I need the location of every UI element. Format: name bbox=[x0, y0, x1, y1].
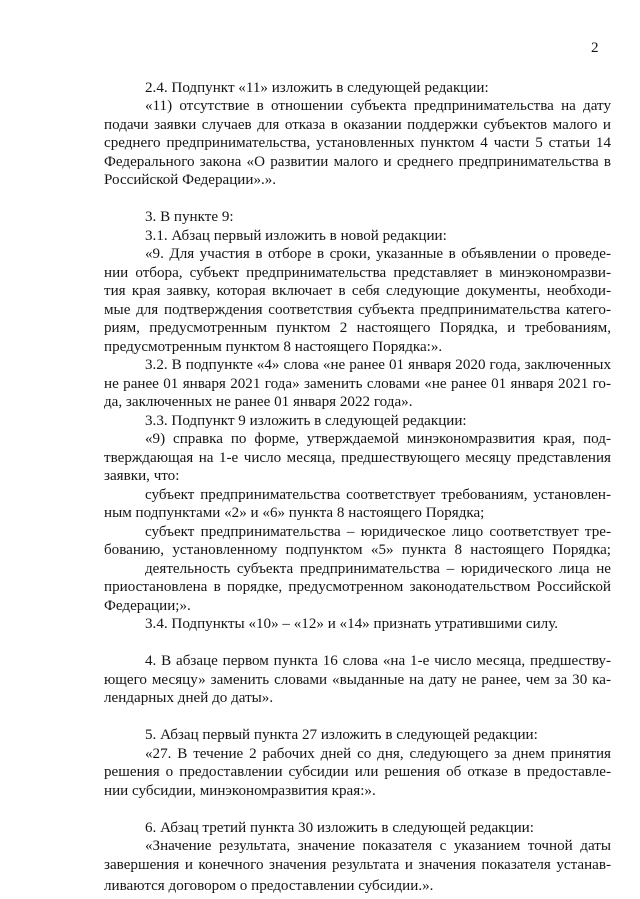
text-line: ющего месяцу» заменить словами «выданные на дату не ранее, чем за 30 ка- bbox=[104, 671, 611, 688]
paragraph-heading: 3.1. Абзац первый изложить в новой редакции: bbox=[145, 227, 447, 244]
text-line: бованию, установленному подпунктом «5» пункта 8 настоящего Порядка; bbox=[104, 542, 611, 559]
paragraph-heading: 2.4. Подпункт «11» изложить в следующей редакции: bbox=[145, 80, 489, 96]
text-line: среднего предпринимательства, установленных пунктом 4 части 5 статьи 14 bbox=[104, 135, 611, 152]
paragraph-heading: 6. Абзац третий пункта 30 изложить в следующей редакции: bbox=[145, 819, 534, 836]
text-line: Федерации;». bbox=[104, 597, 191, 614]
text-line: 3.4. Подпункты «10» – «12» и «14» признать утратившими силу. bbox=[145, 616, 559, 633]
text-line: подачи заявки случаев для отказа в оказании поддержки субъектов малого и bbox=[104, 116, 611, 133]
text-line: предусмотренным пунктом 8 настоящего Порядка:». bbox=[104, 338, 443, 355]
text-line: заявки, что: bbox=[104, 468, 180, 485]
text-line: «9. Для участия в отборе в сроки, указанные в объявлении о проведе- bbox=[145, 246, 611, 263]
text-line: приостановлена в порядке, предусмотренном законодательством Российской bbox=[104, 579, 611, 596]
text-line: «Значение результата, значение показателя с указанием точной даты bbox=[145, 838, 611, 855]
text-line: «27. В течение 2 рабочих дней со дня, следующего за днем принятия bbox=[145, 745, 611, 762]
text-line: субъект предпринимательства – юридическое лицо соответствует тре- bbox=[145, 523, 611, 540]
text-line: завершения и конечного значения результата и значения показателя устанав- bbox=[104, 856, 611, 873]
paragraph-heading: 5. Абзац первый пункта 27 изложить в следующей редакции: bbox=[145, 727, 538, 744]
text-line: да, заключенных не ранее 01 января 2022 года». bbox=[104, 394, 413, 411]
text-line: Федерального закона «О развитии малого и среднего предпринимательства в bbox=[104, 153, 611, 170]
text-line: нии субсидии, минэкономразвития края:». bbox=[104, 782, 376, 799]
text-line: 3.2. В подпункте «4» слова «не ранее 01 января 2020 года, заключенных bbox=[145, 357, 611, 374]
text-line: тверждающая на 1-е число месяца, предшествующего месяцу представления bbox=[104, 449, 611, 466]
paragraph-heading: 3.3. Подпункт 9 изложить в следующей редакции: bbox=[145, 412, 467, 429]
paragraph-heading: 3. В пункте 9: bbox=[145, 209, 234, 226]
text-line: не ранее 01 января 2021 года» заменить словами «не ранее 01 января 2021 го- bbox=[104, 375, 611, 392]
text-line: субъект предпринимательства соответствует требованиям, установлен- bbox=[145, 486, 611, 503]
text-line: ливаются договором о предоставлении субсидии.». bbox=[104, 878, 434, 894]
text-line: решения о предоставлении субсидии или решения об отказе в предоставле- bbox=[104, 764, 611, 781]
text-line: ным подпунктами «2» и «6» пункта 8 настоящего Порядка; bbox=[104, 505, 485, 522]
text-line: «9) справка по форме, утверждаемой минэкономразвития края, под- bbox=[145, 431, 611, 448]
text-line: мые для подтверждения соответствия субъекта предпринимательства катего- bbox=[104, 301, 611, 318]
text-line: риям, предусмотренным пунктом 2 настоящего Порядка, и требованиям, bbox=[104, 320, 611, 337]
text-line: 4. В абзаце первом пункта 16 слова «на 1-е число месяца, предшеству- bbox=[145, 653, 611, 670]
page-number: 2 bbox=[591, 40, 599, 56]
text-line: Российской Федерации».». bbox=[104, 172, 277, 189]
text-line: нии отбора, субъект предпринимательства представляет в минэкономразви- bbox=[104, 264, 611, 281]
text-line: лендарных дней до даты». bbox=[104, 690, 274, 707]
text-line: деятельность субъекта предпринимательства – юридического лица не bbox=[145, 560, 611, 577]
text-line: «11) отсутствие в отношении субъекта предпринимательства на дату bbox=[145, 98, 611, 115]
text-line: тия края заявку, которая включает в себя следующие документы, необходи- bbox=[104, 283, 611, 300]
